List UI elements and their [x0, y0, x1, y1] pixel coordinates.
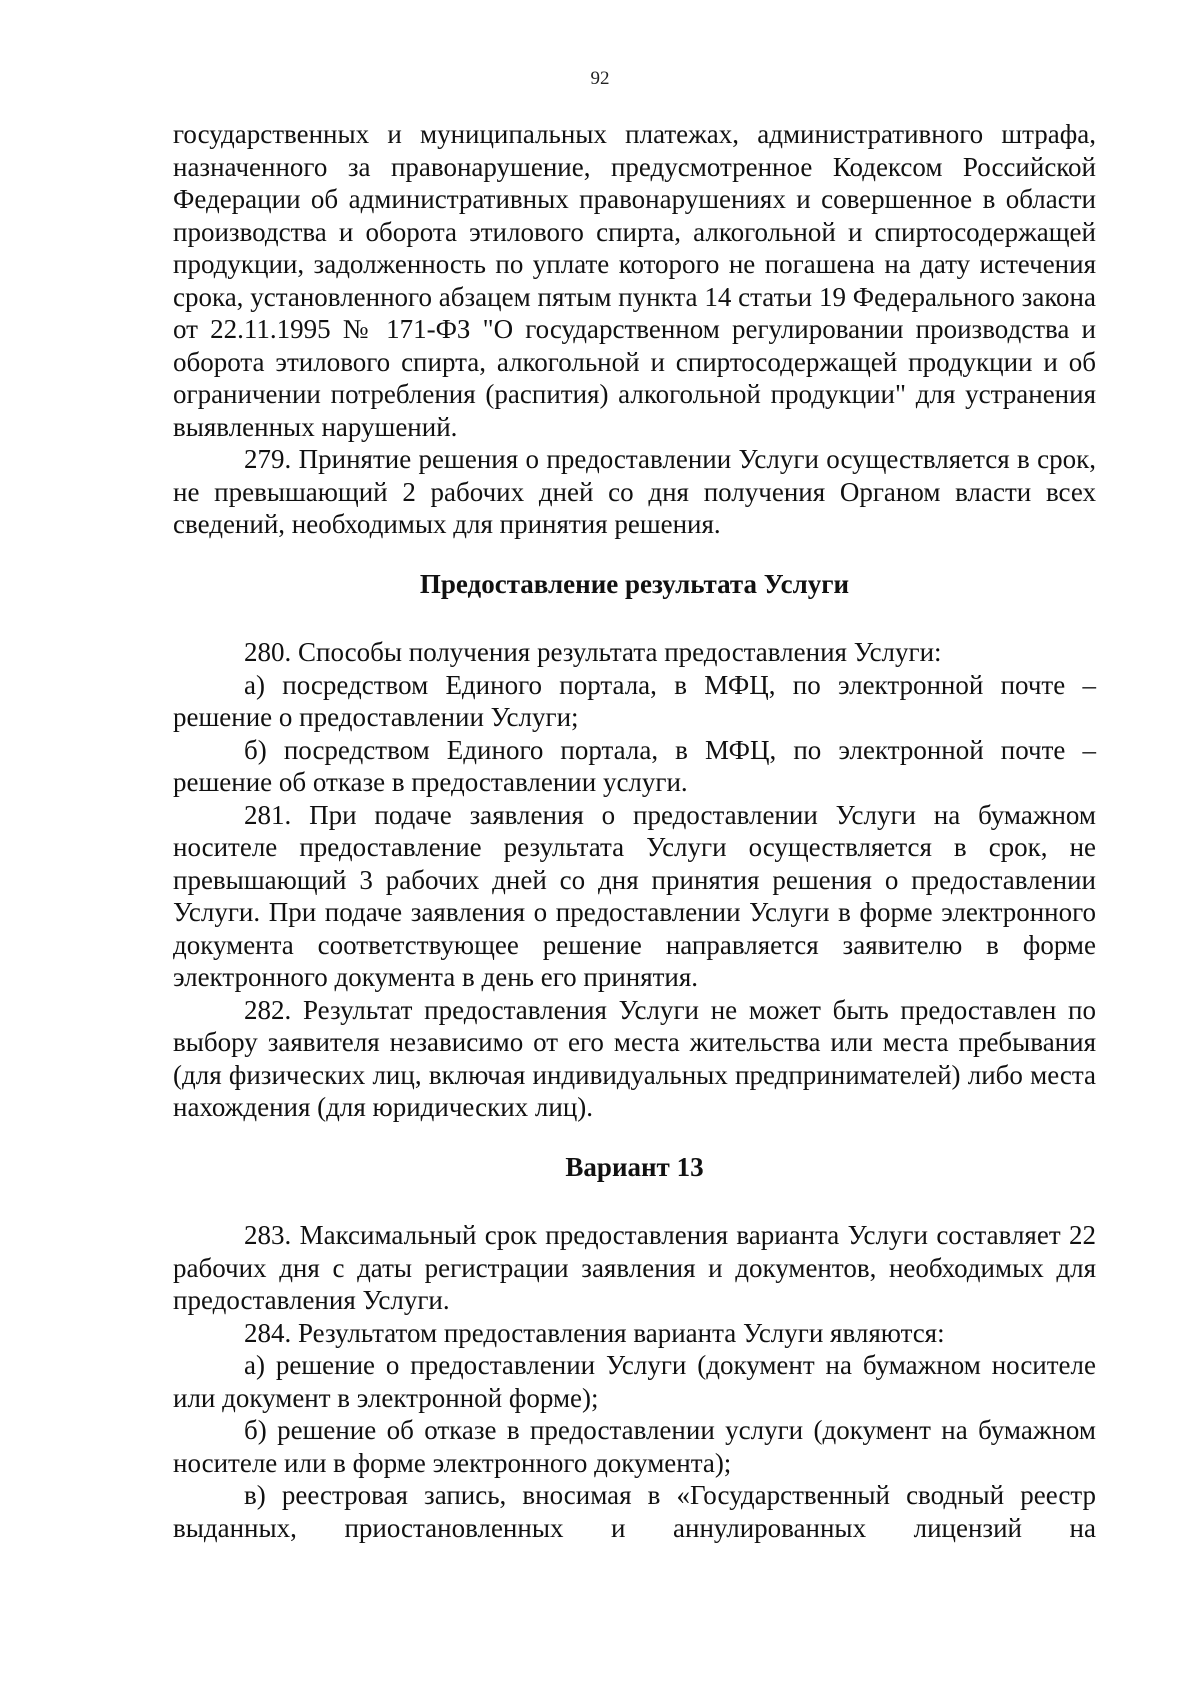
paragraph: 283. Максимальный срок предоставления варианта Услуги составляет 22 рабочих дня с даты регистрации заявления и документов, необходимых для предоставления Услуги. — [173, 1220, 1096, 1315]
paragraph: 279. Принятие решения о предоставлении Услуги осуществляется в срок, не превышающий 2 рабочих дней со дня получения Органом власти всех сведений, необходимых для принятия решения. — [173, 444, 1096, 539]
paragraph: б) посредством Единого портала, в МФЦ, по электронной почте – решение об отказе в предоставлении услуги. — [173, 734, 1096, 797]
paragraph: б) решение об отказе в предоставлении услуги (документ на бумажном носителе или в форме электронного документа); — [173, 1415, 1096, 1478]
section-heading: Вариант 13 — [565, 1151, 704, 1182]
paragraph: а) решение о предоставлении Услуги (документ на бумажном носителе или документ в электронной форме); — [173, 1350, 1096, 1413]
paragraph: государственных и муниципальных платежах, административного штрафа, назначенного за правонарушение, предусмотренное Кодексом Российской Федерации об административных правонарушениях и совершенное в области производства и оборота этилового спирта, алкогольной и спиртосодержащей продукции, задолженность по уплате которого не погашена на дату истечения срока, установленного абзацем пятым пункта 14 статьи 19 Федерального закона от 22.11.1995 № 171-ФЗ "О государственном регулировании производства и оборота этилового спирта, алкогольной и спиртосодержащей продукции и об ограничении потребления (распития) алкогольной продукции" для устранения выявленных нарушений. — [173, 119, 1096, 442]
paragraph: а) посредством Единого портала, в МФЦ, по электронной почте – решение о предоставлении Услуги; — [173, 669, 1096, 732]
page-number: 92 — [590, 68, 610, 89]
document-body — [173, 118, 1096, 1544]
paragraph: 281. При подаче заявления о предоставлении Услуги на бумажном носителе предоставление результата Услуги осуществляется в срок, не превышающий 3 рабочих дней со дня принятия решения о предоставлении Услуги. При подаче заявления о предоставлении Услуги в форме электронного документа соответствующее решение направляется заявителю в форме электронного документа в день его принятия. — [173, 799, 1096, 992]
paragraph: 282. Результат предоставления Услуги не может быть предоставлен по выбору заявителя независимо от его места жительства или места пребывания (для физических лиц, включая индивидуальных предпринимателей) либо места нахождения (для юридических лиц). — [173, 994, 1096, 1122]
section-heading: Предоставление результата Услуги — [419, 568, 850, 599]
paragraph: 284. Результатом предоставления варианта Услуги являются: — [244, 1317, 945, 1348]
paragraph: 280. Способы получения результата предоставления Услуги: — [244, 637, 942, 667]
paragraph: в) реестровая запись, вносимая в «Государственный сводный реестр выданных, приостановленных и аннулированных лицензий на — [173, 1480, 1096, 1543]
